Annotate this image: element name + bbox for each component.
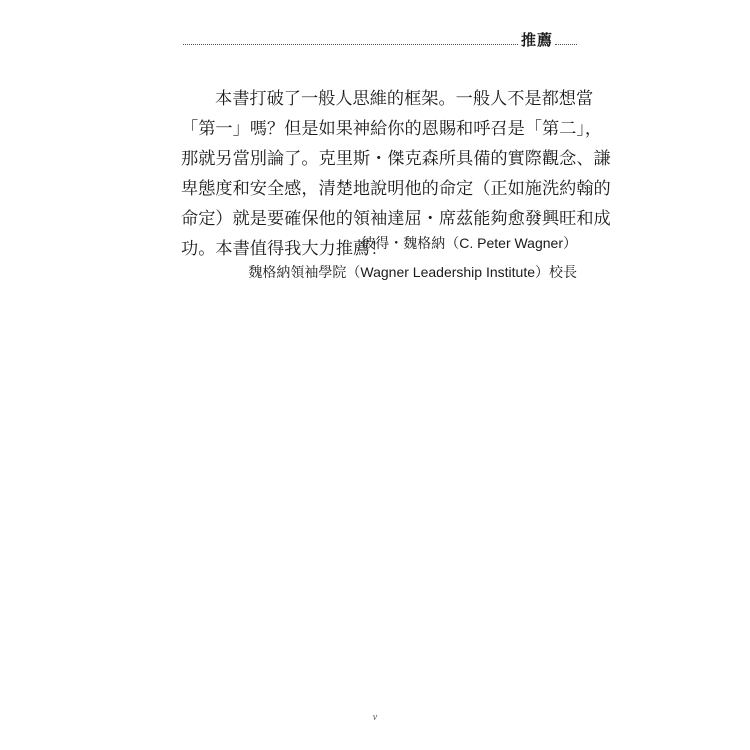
endorser-title xyxy=(248,262,577,283)
text-line: 命定）就是要確保他的領袖達屈・席茲能夠愈發興旺和成 xyxy=(181,209,611,229)
endorser-org-zh: 魏格納領袖學院（ xyxy=(248,265,361,281)
text-line: 那就另當別論了。克里斯・傑克森所具備的實際觀念、謙 xyxy=(181,149,611,169)
endorser-name xyxy=(361,233,577,254)
endorser-name-zh: 彼得・魏格納（ xyxy=(361,236,460,252)
endorser-org-en: Wagner Leadership Institute xyxy=(360,264,535,280)
endorser-name-close: ） xyxy=(563,236,577,252)
header-dotted-rule-end xyxy=(555,44,577,45)
header-dotted-rule xyxy=(183,44,518,45)
running-header-title: 推薦 xyxy=(521,31,554,49)
text-line: 卑態度和安全感，清楚地說明他的命定（正如施洗約翰的 xyxy=(181,179,611,199)
text-line: 本書打破了一般人思維的框架。一般人不是都想當 xyxy=(215,89,594,109)
endorser-role: ）校長 xyxy=(535,265,577,281)
text-line: 功。本書值得我大力推薦！ xyxy=(181,239,388,259)
text-line: 「第一」嗎？但是如果神給你的恩賜和呼召是「第二」， xyxy=(181,119,603,139)
page-number: v xyxy=(372,712,378,723)
endorser-name-en: C. Peter Wagner xyxy=(459,235,563,251)
